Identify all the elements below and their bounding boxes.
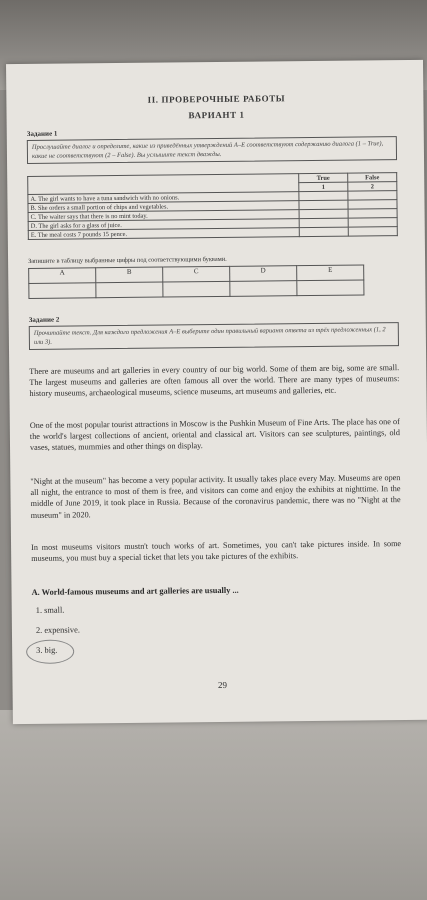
- table-surface-bottom: [0, 710, 427, 900]
- option-3[interactable]: 3. big.: [36, 645, 58, 655]
- question-a: A. World-famous museums and art galleries are usually ...: [31, 585, 239, 597]
- section-title: II. ПРОВЕРОЧНЫЕ РАБОТЫ: [147, 93, 286, 105]
- fill-in-label: Запишите в таблицу выбранные цифры под соответствующими буквами.: [28, 255, 227, 265]
- task2-title: Задание 2: [28, 315, 60, 324]
- task1-instruction: Прослушайте диалог и определите, какие из приведённых утверждений А–Е соответствуют содержанию диалога (1 – True), какие не соответствуют (2 – False). Вы услышите текст дважды.: [27, 136, 397, 164]
- option-1[interactable]: 1. small.: [35, 605, 65, 615]
- statement-a: A. The girl wants to have a tuna sandwich with no onions.: [28, 192, 299, 204]
- pencil-circle-mark: [26, 640, 74, 665]
- paragraph-3: "Night at the museum" has become a very popular activity. It usually takes place every May. Museums are open all night, the entrance to most of them is free, and visitors can come and enjoy the exhibits at nighttime. In the middle of June 2019, it took place in Russia. Because of the coronavirus pandemic, there was no "Night at the museum" in 2020.: [30, 473, 401, 520]
- statement-e: E. The meal costs 7 pounds 15 pence.: [28, 228, 299, 240]
- answer-cell[interactable]: [29, 283, 96, 299]
- answer-letter-d: D: [230, 266, 297, 282]
- answer-cell[interactable]: [163, 281, 230, 297]
- page-number: 29: [217, 679, 228, 690]
- answer-letter-a: A: [29, 268, 96, 284]
- variant-title: ВАРИАНТ 1: [188, 109, 245, 121]
- paragraph-2: One of the most popular tourist attractions in Moscow is the Pushkin Museum of Fine Arts. The place has one of the world's largest collections of ancient, oriental and classical art. Visitors can see sculptures, paintings, old vases, statues, mummies and other things on display.: [29, 417, 400, 453]
- answer-letter-b: B: [96, 267, 163, 283]
- option-2[interactable]: 2. expensive.: [35, 625, 80, 635]
- answer-cell[interactable]: [230, 281, 297, 297]
- answer-cell[interactable]: [96, 282, 163, 298]
- statement-c: C. The waiter says that there is no mint today.: [28, 210, 299, 222]
- task2-instruction: Прочитайте текст. Для каждого предложения А–Е выберите один правильный вариант ответа из трёх предложенных (1, 2 или 3).: [29, 322, 399, 350]
- col-true: True: [299, 173, 348, 183]
- answer-cell[interactable]: [297, 280, 364, 296]
- book-page: [6, 60, 427, 724]
- answer-grid: [28, 264, 364, 299]
- statement-d: D. The girl asks for a glass of juice.: [28, 219, 299, 231]
- task1-title: Задание 1: [26, 129, 58, 138]
- paragraph-1: There are museums and art galleries in every country of our big world. Some of them are big, some are small. The largest museums and galleries are often famous all over the world. There are many types of museums: history museums, archaeological museums, science museums, art museums and galleries, etc.: [29, 363, 400, 399]
- col-false: False: [348, 173, 397, 183]
- answer-letter-e: E: [297, 265, 364, 281]
- paragraph-4: In most museums visitors mustn't touch works of art. Sometimes, you can't take pictures inside. In some museums, you must buy a special ticket that lets you take pictures of the exhibits.: [31, 539, 402, 564]
- answer-letter-c: C: [163, 266, 230, 282]
- statement-b: B. She orders a small portion of chips and vegetables.: [28, 201, 299, 213]
- true-false-table: True False 1 2 A. The girl wants to have a tuna sandwich with no onions. B. She orders a small portion of chips and vegetables. C. The waiter says that there is no mint today. D. The girl asks for a glass of juice. E. The meal costs 7 pounds 15 pence.: [27, 172, 398, 240]
